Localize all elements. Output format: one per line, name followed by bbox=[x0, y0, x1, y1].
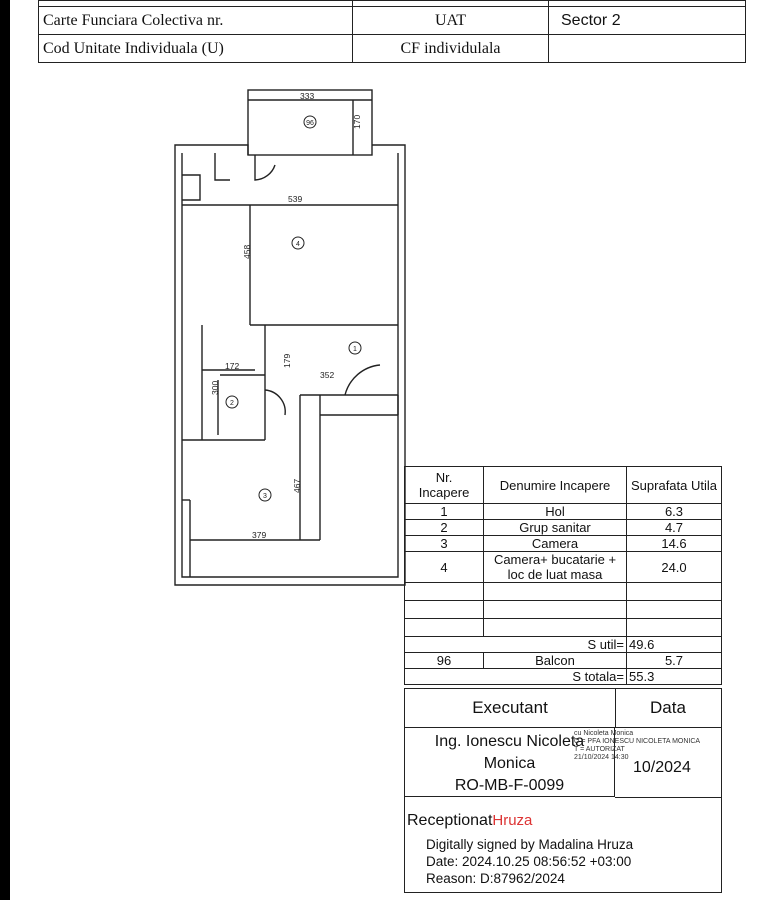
row-area: 4.7 bbox=[627, 520, 722, 536]
balcony-nr: 96 bbox=[405, 653, 484, 669]
row-nr: 1 bbox=[405, 504, 484, 520]
header-table bbox=[38, 0, 746, 63]
room-label-96: 96 bbox=[306, 120, 314, 127]
s-total-label: S totala= bbox=[484, 669, 627, 685]
col-header-nr-line2: Incapere bbox=[418, 485, 470, 500]
rooms-table bbox=[404, 466, 722, 685]
signature-line: Digitally signed by Madalina Hruza bbox=[426, 837, 634, 852]
table-row bbox=[405, 552, 722, 583]
col-header-nr-line1: Nr. bbox=[435, 470, 453, 485]
row-name-line2: loc de luat masa bbox=[507, 567, 603, 582]
stamp-line: 21/10/2024 14:30 bbox=[574, 754, 629, 761]
s-total-value: 55.3 bbox=[627, 669, 722, 685]
dim-300: 300 bbox=[210, 380, 220, 395]
row-nr: 4 bbox=[405, 552, 484, 583]
header-empty-cell bbox=[549, 35, 746, 63]
header-sector-value: Sector 2 bbox=[549, 7, 746, 35]
table-row-empty bbox=[405, 583, 722, 601]
left-border-bar bbox=[0, 0, 10, 900]
date-value: 10/2024 bbox=[633, 759, 691, 776]
row-area: 6.3 bbox=[627, 504, 722, 520]
balcony-row bbox=[405, 653, 722, 669]
receptionat-label bbox=[407, 812, 532, 830]
balcony-name: Balcon bbox=[484, 653, 627, 669]
floor-plan bbox=[170, 85, 410, 590]
header-cf-ind-label: CF individulala bbox=[353, 35, 549, 63]
col-header-name: Denumire Incapere bbox=[484, 467, 627, 504]
stamp-line: cu Nicoleta Monica bbox=[574, 730, 634, 737]
table-row-empty bbox=[405, 619, 722, 637]
total-row bbox=[405, 669, 722, 685]
data-header: Data bbox=[615, 689, 721, 728]
dim-467: 467 bbox=[292, 478, 302, 493]
dim-172: 172 bbox=[225, 361, 240, 371]
row-name bbox=[484, 552, 627, 583]
table-row bbox=[405, 504, 722, 520]
header-cod-label: Cod Unitate Individuala (U) bbox=[39, 35, 353, 63]
s-util-label: S util= bbox=[484, 637, 627, 653]
stamp-line: O = PFA IONESCU NICOLETA MONICA bbox=[574, 738, 701, 745]
row-name: Camera bbox=[484, 536, 627, 552]
signature-reason: Reason: D:87962/2024 bbox=[426, 871, 565, 886]
balcony-area: 5.7 bbox=[627, 653, 722, 669]
digital-signature bbox=[426, 836, 633, 887]
dim-170: 170 bbox=[352, 114, 362, 129]
dim-333: 333 bbox=[300, 91, 315, 101]
row-nr: 2 bbox=[405, 520, 484, 536]
room-label-1: 1 bbox=[353, 346, 357, 353]
row-area: 24.0 bbox=[627, 552, 722, 583]
total-util-row bbox=[405, 637, 722, 653]
row-name-line1: Camera+ bucatarie + bbox=[493, 552, 617, 567]
row-area: 14.6 bbox=[627, 536, 722, 552]
dim-352: 352 bbox=[320, 370, 335, 380]
room-label-3: 3 bbox=[263, 493, 267, 500]
table-row bbox=[405, 536, 722, 552]
dim-379: 379 bbox=[252, 530, 267, 540]
col-header-area: Suprafata Utila bbox=[627, 467, 722, 504]
table-row bbox=[405, 520, 722, 536]
header-uat-label: UAT bbox=[353, 7, 549, 35]
stamp-line: T = AUTORIZAT bbox=[574, 746, 625, 753]
engineer-code: RO-MB-F-0099 bbox=[454, 777, 565, 794]
executant-header: Executant bbox=[405, 689, 616, 728]
s-util-value: 49.6 bbox=[627, 637, 722, 653]
engineer-name-2: Monica bbox=[483, 755, 536, 772]
digital-stamp bbox=[574, 730, 744, 762]
receptionat-signer: Hruza bbox=[492, 812, 533, 829]
room-label-2: 2 bbox=[230, 400, 234, 407]
signature-date: Date: 2024.10.25 08:56:52 +03:00 bbox=[426, 854, 632, 869]
dim-179: 179 bbox=[282, 353, 292, 368]
dim-539: 539 bbox=[288, 194, 303, 204]
dim-458: 458 bbox=[242, 244, 252, 259]
table-row-empty bbox=[405, 601, 722, 619]
engineer-name: Ing. Ionescu Nicoleta bbox=[434, 733, 585, 750]
row-name: Grup sanitar bbox=[484, 520, 627, 536]
receptionat-text: Receptionat bbox=[407, 812, 493, 829]
col-header-nr bbox=[405, 467, 484, 504]
row-nr: 3 bbox=[405, 536, 484, 552]
room-label-4: 4 bbox=[296, 241, 300, 248]
header-cf-label: Carte Funciara Colectiva nr. bbox=[39, 7, 353, 35]
row-name: Hol bbox=[484, 504, 627, 520]
